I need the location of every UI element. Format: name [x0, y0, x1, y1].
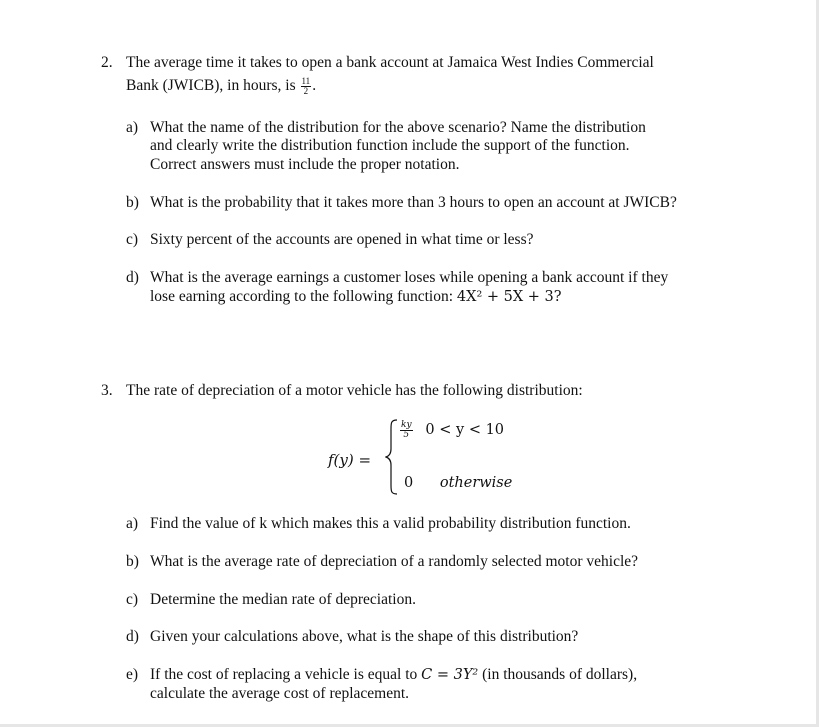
- q3-part-b-line-1: What is the average rate of depreciation of a randomly selected motor vehicle?: [150, 553, 639, 570]
- question-2-line-2: [126, 77, 316, 96]
- question-2-number: 2.: [101, 54, 113, 71]
- q2-part-a-line-1: What the name of the distribution for the above scenario? Name the distribution: [150, 119, 646, 136]
- piecewise-case-2: [404, 475, 512, 491]
- q3-part-a-line-1: Find the value of k which makes this a valid probability distribution function.: [150, 515, 631, 532]
- case-1-fraction: [400, 421, 413, 440]
- q2-part-a-label: a): [126, 119, 139, 136]
- q3-part-e-line-1-suffix: (in thousands of dollars),: [478, 666, 638, 683]
- case-1-condition: 0 < y < 10: [425, 422, 505, 439]
- case-1-denominator: 5: [403, 430, 410, 440]
- question-3-intro: The rate of depreciation of a motor vehicle has the following distribution:: [126, 382, 583, 399]
- left-brace: [385, 419, 399, 495]
- cost-formula: C = 3Y²: [421, 667, 479, 683]
- earnings-formula: 4X² + 5X + 3?: [456, 289, 562, 305]
- question-2-line-1: The average time it takes to open a bank account at Jamaica West Indies Commercial: [126, 54, 654, 71]
- q3-part-e-line-1: [150, 666, 637, 684]
- q2-part-c-line-1: Sixty percent of the accounts are opened in what time or less?: [150, 231, 534, 248]
- q3-part-d-label: d): [126, 628, 139, 645]
- case-2-condition: otherwise: [439, 475, 513, 491]
- q3-part-c-line-1: Determine the median rate of depreciation.: [150, 591, 416, 608]
- q2-part-d-line-1: What is the average earnings a customer loses while opening a bank account if they: [150, 269, 669, 286]
- q2-part-b-line-1: What is the probability that it takes more than 3 hours to open an account at JWICB?: [150, 194, 677, 211]
- q2-part-b-label: b): [126, 194, 139, 211]
- q3-part-d-line-1: Given your calculations above, what is the shape of this distribution?: [150, 628, 579, 645]
- q3-part-c-label: c): [126, 591, 139, 608]
- case-2-value: 0: [404, 475, 414, 491]
- case-1-numerator: ky: [401, 420, 412, 430]
- question-2-line-2-text: Bank (JWICB), in hours, is: [126, 77, 296, 95]
- q3-part-a-label: a): [126, 515, 139, 532]
- mean-numerator: 11: [301, 76, 311, 86]
- piecewise-case-1: [399, 421, 504, 440]
- q2-part-a-line-3: Correct answers must include the proper notation.: [150, 156, 460, 173]
- q2-part-a-line-2: and clearly write the distribution function include the support of the function.: [150, 137, 630, 154]
- q2-part-d-label: d): [126, 269, 139, 286]
- mean-fraction: [301, 77, 312, 96]
- piecewise-lhs: f(y) =: [328, 451, 372, 469]
- q2-part-d-line-2: [150, 288, 562, 306]
- q3-part-e-line-1-text: If the cost of replacing a vehicle is equal to: [150, 666, 422, 683]
- question-2-period: .: [312, 77, 317, 95]
- q3-part-e-label: e): [126, 666, 139, 683]
- q3-part-e-line-2: calculate the average cost of replacement.: [150, 685, 410, 702]
- question-3-number: 3.: [101, 382, 113, 399]
- q3-part-b-label: b): [126, 553, 139, 570]
- mean-denominator: 2: [303, 86, 309, 96]
- q2-part-c-label: c): [126, 231, 139, 248]
- q2-part-d-line-2-text: lose earning according to the following function:: [150, 288, 457, 305]
